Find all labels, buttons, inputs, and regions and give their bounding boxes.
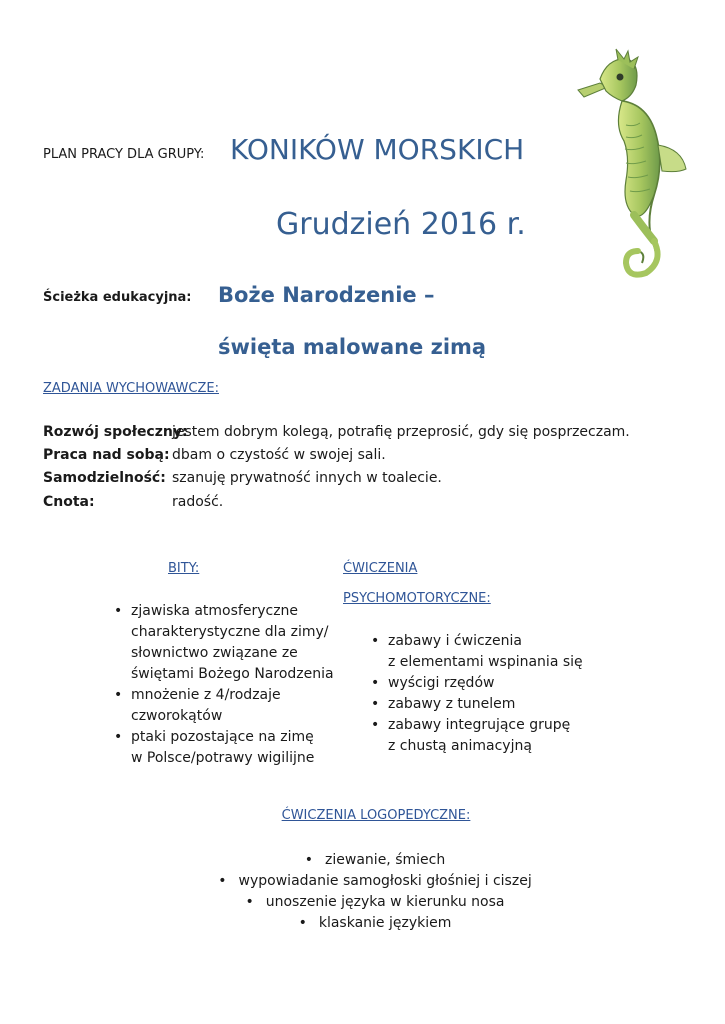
month-title: Grudzień 2016 r. (276, 207, 526, 242)
tasks-heading: ZADANIA WYCHOWAWCZE: (43, 381, 219, 396)
list-item: • klaskanie językiem (0, 913, 725, 934)
seahorse-illustration (570, 45, 700, 285)
list-item: • zabawy i ćwiczenia z elementami wspinania się (388, 631, 618, 673)
task-value: szanuję prywatność innych w toalecie. (172, 470, 442, 486)
logo-heading: ĆWICZENIA LOGOPEDYCZNE: (281, 808, 471, 823)
task-value: dbam o czystość w swojej sali. (172, 447, 386, 463)
task-value: jestem dobrym kolegą, potrafię przeprosić, gdy się posprzeczam. (172, 424, 630, 440)
bity-heading: BITY: (168, 561, 200, 576)
list-item: • zabawy z tunelem (388, 694, 618, 715)
task-label: Rozwój społeczny: (43, 424, 188, 440)
list-item: • ziewanie, śmiech (0, 850, 725, 871)
psycho-list (388, 631, 618, 757)
list-item: • zabawy integrujące grupę z chustą animacyjną (388, 715, 618, 757)
theme-line-1: Boże Narodzenie – (218, 283, 435, 307)
list-item: • mnożenie z 4/rodzaje czworokątów (131, 685, 341, 727)
list-item: • wyścigi rzędów (388, 673, 618, 694)
task-value: radość. (172, 494, 224, 510)
list-item: • wypowiadanie samogłoski głośniej i ciszej (0, 871, 725, 892)
bity-list (131, 601, 341, 769)
theme-label: Ścieżka edukacyjna: (43, 290, 192, 305)
task-label: Praca nad sobą: (43, 447, 170, 463)
task-label: Samodzielność: (43, 470, 166, 486)
logo-list (0, 850, 725, 934)
list-item: • unoszenie języka w kierunku nosa (0, 892, 725, 913)
header-prefix: PLAN PRACY DLA GRUPY: (43, 147, 205, 162)
psycho-heading-1: ĆWICZENIA (343, 561, 418, 576)
list-item: • ptaki pozostające na zimę w Polsce/potrawy wigilijne (131, 727, 341, 769)
list-item: • zjawiska atmosferyczne charakterystyczne dla zimy/ słownictwo związane ze świętami Bożego Narodzenia (131, 601, 341, 685)
theme-line-2: święta malowane zimą (218, 335, 487, 359)
psycho-heading-2: PSYCHOMOTORYCZNE: (343, 591, 491, 606)
task-label: Cnota: (43, 494, 95, 510)
group-name: KONIKÓW MORSKICH (230, 133, 525, 166)
